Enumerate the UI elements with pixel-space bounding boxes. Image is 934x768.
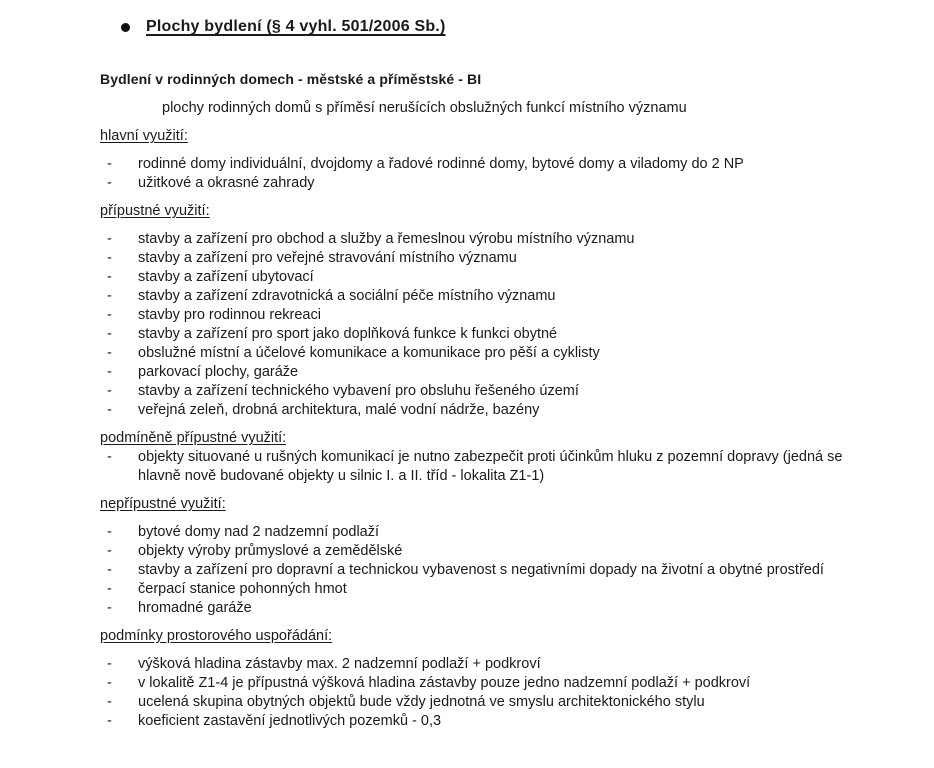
- list-item-text: stavby pro rodinnou rekreaci: [138, 307, 321, 323]
- dash-marker: -: [107, 250, 112, 266]
- dash-marker: -: [107, 288, 112, 304]
- list-item: [100, 561, 878, 580]
- dash-marker: -: [107, 449, 112, 465]
- list-item: [100, 655, 878, 674]
- list-item: [100, 401, 878, 420]
- section-pripustne-vyuziti: [100, 202, 906, 420]
- dash-marker: -: [107, 524, 112, 540]
- list-item-text: bytové domy nad 2 nadzemní podlaží: [138, 524, 380, 540]
- dash-marker: -: [107, 269, 112, 285]
- bullet-icon: [121, 23, 130, 32]
- list-item: [100, 523, 878, 542]
- list-item-text: stavby a zařízení pro obchod a služby a řemeslnou výrobu místního významu: [138, 231, 635, 247]
- list-item-text: stavby a zařízení zdravotnická a sociální péče místního významu: [138, 288, 556, 304]
- dash-marker: -: [107, 345, 112, 361]
- section-item-list: [100, 655, 878, 731]
- dash-marker: -: [107, 326, 112, 342]
- document-title-row: [100, 17, 906, 37]
- list-item: [100, 363, 878, 382]
- dash-marker: -: [107, 231, 112, 247]
- list-item: [100, 712, 878, 731]
- zone-description: plochy rodinných domů s příměsí nerušících obslužných funkcí místního významu: [162, 100, 687, 116]
- list-item-text: užitkové a okrasné zahrady: [138, 175, 315, 191]
- list-item-text: objekty výroby průmyslové a zemědělské: [138, 543, 403, 559]
- section-item-list: [100, 448, 878, 486]
- dash-marker: -: [107, 364, 112, 380]
- dash-marker: -: [107, 383, 112, 399]
- list-item-text: stavby a zařízení pro dopravní a technickou vybavenost s negativními dopady na životní a obytné prostředí: [138, 562, 824, 578]
- list-item: [100, 174, 878, 193]
- list-item-text: čerpací stanice pohonných hmot: [138, 581, 347, 597]
- section-heading: hlavní využití:: [100, 128, 188, 144]
- list-item-text: stavby a zařízení ubytovací: [138, 269, 314, 285]
- list-item: [100, 580, 878, 599]
- list-item: [100, 448, 878, 486]
- list-item: [100, 325, 878, 344]
- section-podminky-prostoroveho-usporadani: [100, 627, 906, 731]
- list-item: [100, 268, 878, 287]
- section-item-list: [100, 523, 878, 618]
- list-item: [100, 287, 878, 306]
- list-item: [100, 344, 878, 363]
- list-item: [100, 306, 878, 325]
- section-item-list: [100, 155, 878, 193]
- section-heading: podmínky prostorového uspořádání:: [100, 628, 333, 644]
- dash-marker: -: [107, 581, 112, 597]
- dash-marker: -: [107, 307, 112, 323]
- section-heading: přípustné využití:: [100, 203, 210, 219]
- section-heading: nepřípustné využití:: [100, 496, 226, 512]
- list-item-text: stavby a zařízení pro sport jako doplňková funkce k funkci obytné: [138, 326, 558, 342]
- list-item-text: výšková hladina zástavby max. 2 nadzemní podlaží + podkroví: [138, 656, 541, 672]
- list-item: [100, 155, 878, 174]
- section-item-list: [100, 230, 878, 420]
- dash-marker: -: [107, 675, 112, 691]
- dash-marker: -: [107, 600, 112, 616]
- zone-heading: Bydlení v rodinných domech - městské a příměstské - BI: [100, 71, 482, 87]
- dash-marker: -: [107, 713, 112, 729]
- list-item: [100, 674, 878, 693]
- list-item: [100, 382, 878, 401]
- list-item-text: stavby a zařízení technického vybavení pro obsluhu řešeného území: [138, 383, 579, 399]
- list-item-text: stavby a zařízení pro veřejné stravování místního významu: [138, 250, 517, 266]
- section-nepripustne-vyuziti: [100, 495, 906, 618]
- list-item-text: veřejná zeleň, drobná architektura, malé vodní nádrže, bazény: [138, 402, 540, 418]
- dash-marker: -: [107, 694, 112, 710]
- dash-marker: -: [107, 562, 112, 578]
- list-item: [100, 230, 878, 249]
- section-heading: podmíněně přípustné využití:: [100, 430, 287, 446]
- list-item-text: hromadné garáže: [138, 600, 252, 616]
- dash-marker: -: [107, 175, 112, 191]
- list-item: [100, 599, 878, 618]
- list-item: [100, 249, 878, 268]
- sections-container: [100, 127, 906, 731]
- section-podminene-pripustne-vyuziti: [100, 429, 906, 486]
- list-item-text: v lokalitě Z1-4 je přípustná výšková hladina zástavby pouze jedno nadzemní podlaží + podkroví: [138, 675, 751, 691]
- list-item-text: rodinné domy individuální, dvojdomy a řadové rodinné domy, bytové domy a viladomy do 2 NP: [138, 156, 744, 172]
- list-item-text: koeficient zastavění jednotlivých pozemků - 0,3: [138, 713, 442, 729]
- dash-marker: -: [107, 156, 112, 172]
- list-item: [100, 542, 878, 561]
- dash-marker: -: [107, 402, 112, 418]
- list-item-text: obslužné místní a účelové komunikace a komunikace pro pěší a cyklisty: [138, 345, 600, 361]
- page-title: Plochy bydlení (§ 4 vyhl. 501/2006 Sb.): [146, 18, 446, 35]
- list-item-text: objekty situované u rušných komunikací je nutno zabezpečit proti účinkům hluku z pozemní dopravy (jedná se hlavně nově budované objekty u silnic I. a II. tříd - lokalita Z1-1): [138, 449, 843, 484]
- list-item-text: ucelená skupina obytných objektů bude vždy jednotná ve smyslu architektonického stylu: [138, 694, 705, 710]
- dash-marker: -: [107, 543, 112, 559]
- list-item-text: parkovací plochy, garáže: [138, 364, 299, 380]
- dash-marker: -: [107, 656, 112, 672]
- section-hlavni-vyuziti: [100, 127, 906, 193]
- list-item: [100, 693, 878, 712]
